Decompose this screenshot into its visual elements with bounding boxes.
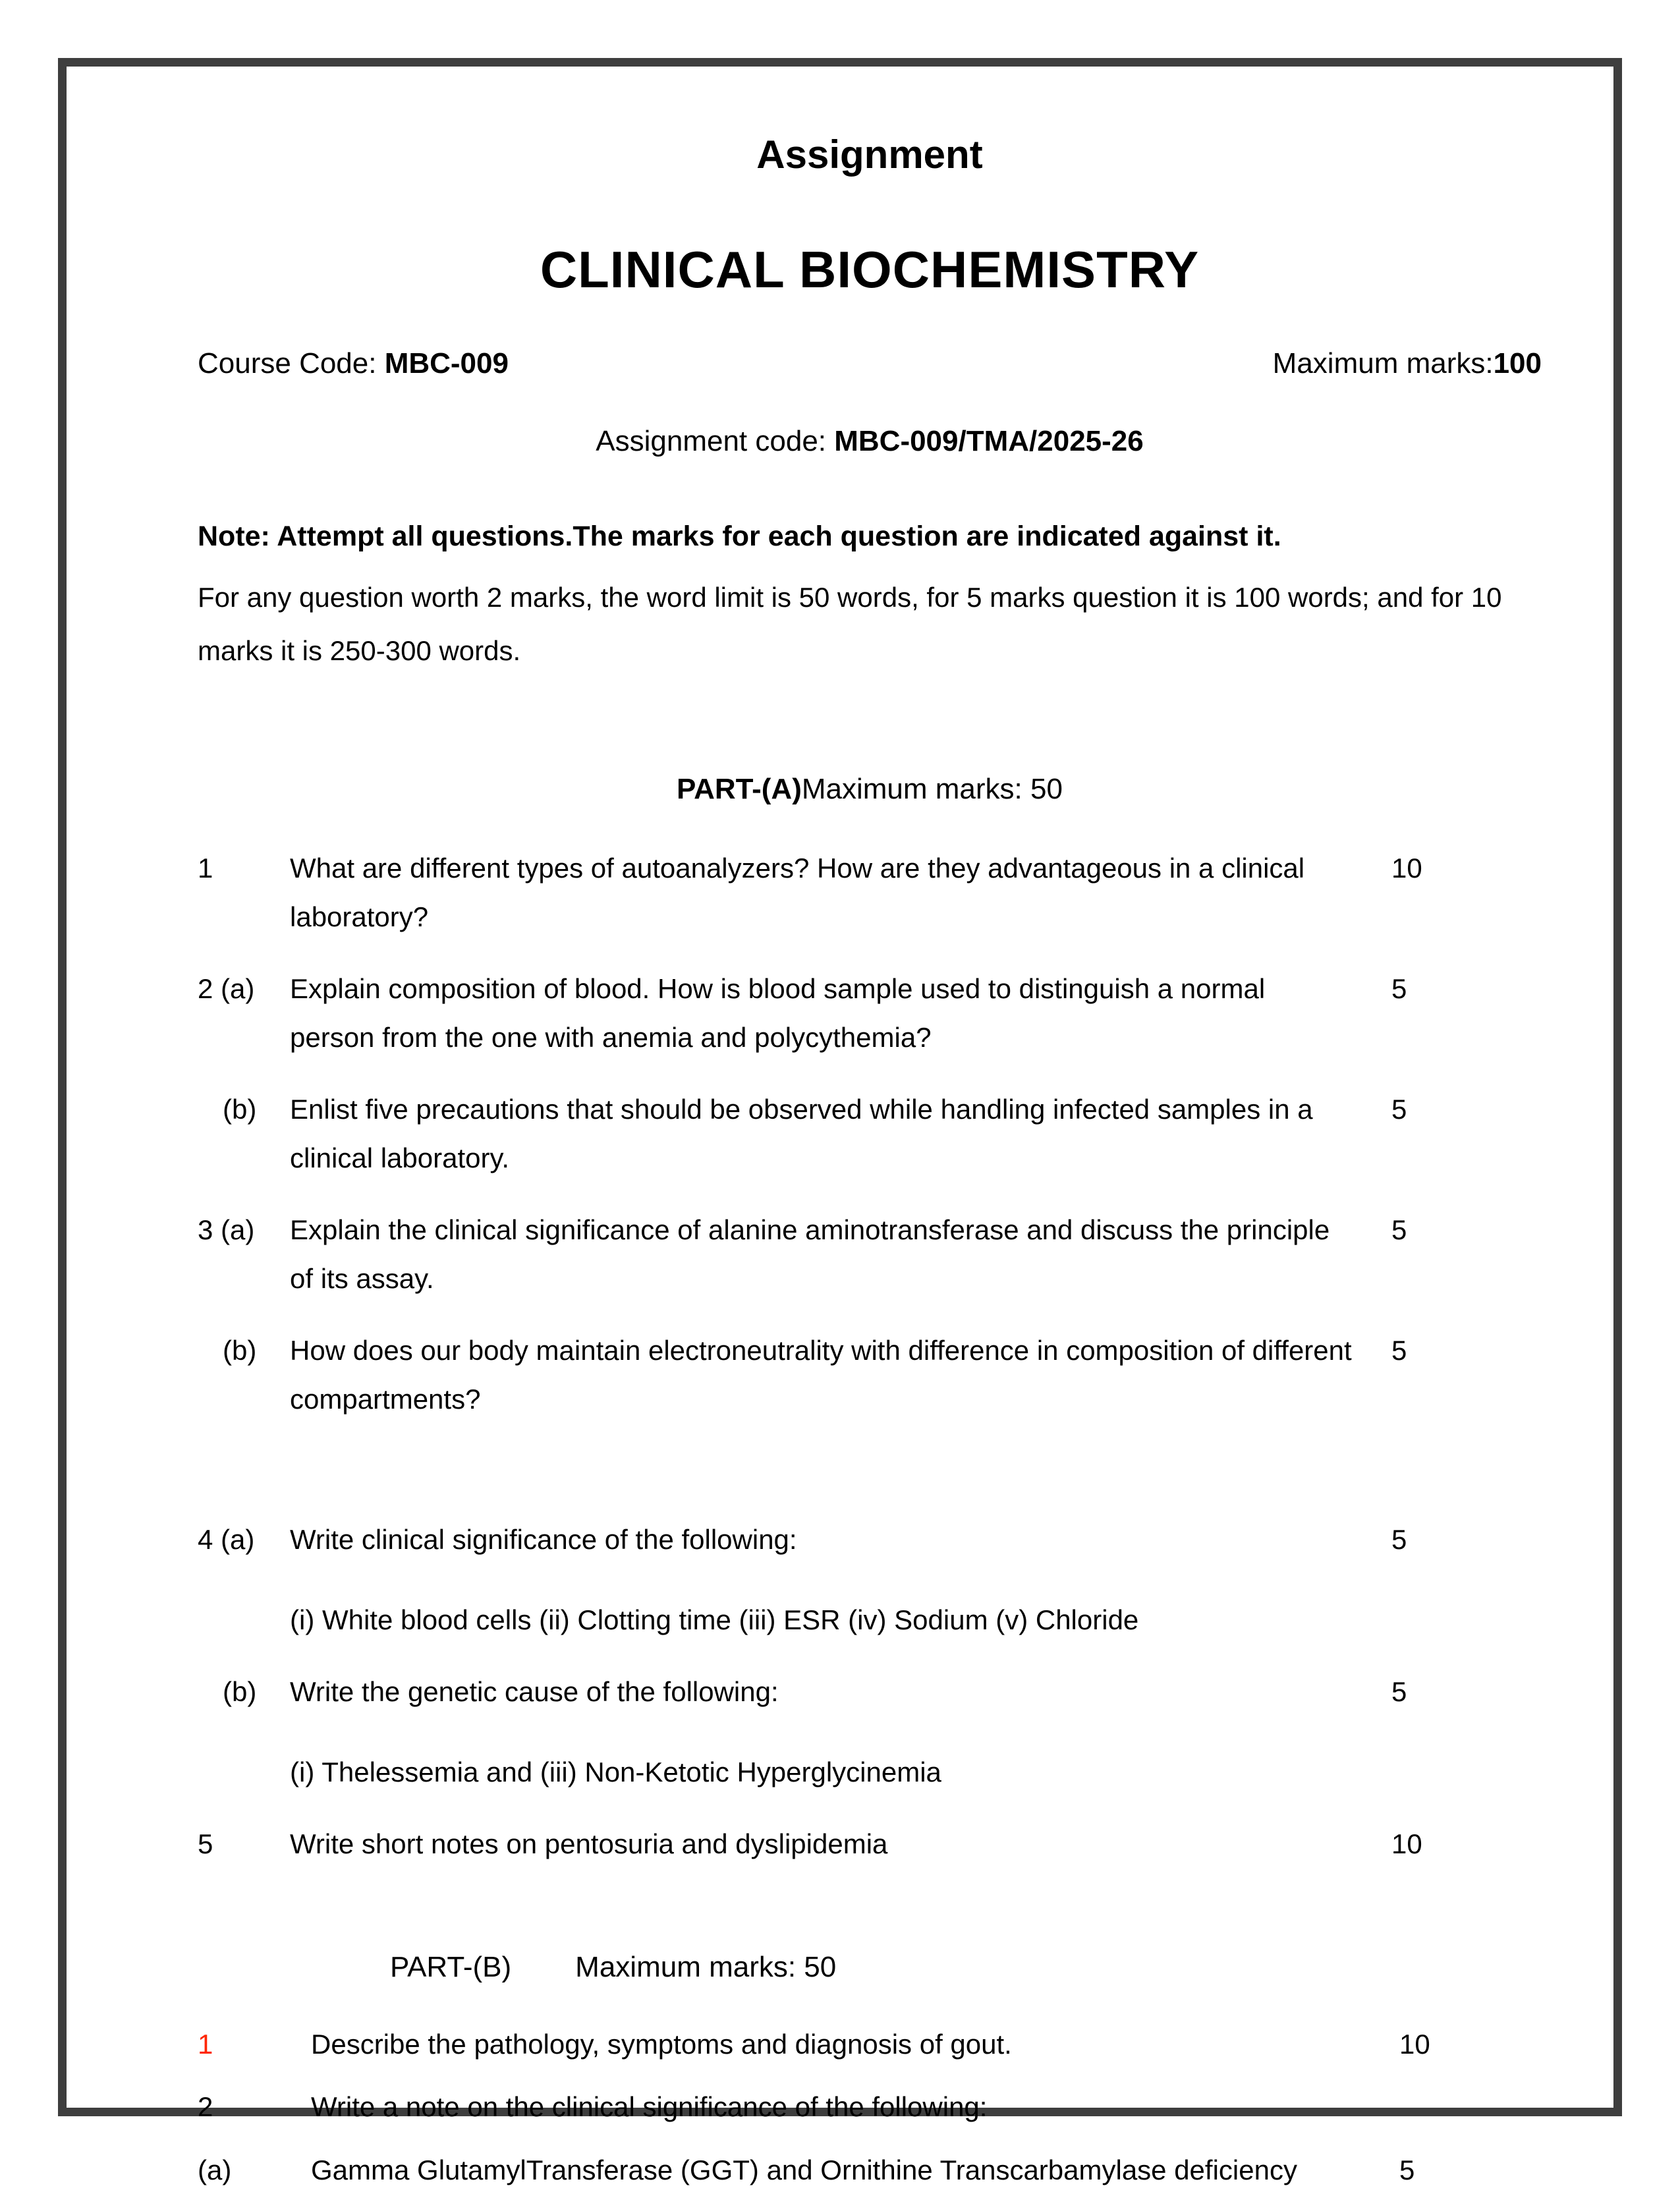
part-b-question-list — [198, 2020, 1542, 2194]
question-row — [198, 1820, 1542, 1869]
question-row — [198, 1668, 1542, 1796]
max-marks-line — [1273, 347, 1542, 380]
part-a-heading-bold: PART-(A) — [677, 773, 802, 806]
question-row — [198, 844, 1542, 941]
question-text: Describe the pathology, symptoms and diagnosis of gout. — [311, 2028, 1012, 2060]
question-text: Explain the clinical significance of alanine aminotransferase and discuss the principle of its assay. — [290, 1214, 1330, 1294]
question-text-line: Write the genetic cause of the following: — [290, 1676, 779, 1708]
question-row — [198, 2146, 1542, 2194]
question-marks: 5 — [1391, 1214, 1407, 1246]
question-number: 1 — [198, 853, 213, 884]
question-marks: 5 — [1391, 1676, 1407, 1708]
question-marks: 5 — [1391, 1524, 1407, 1556]
note-body-text: For any question worth 2 marks, the word limit is 50 words, for 5 marks question it is 100 words; and for 10 marks it is 250-300 words. — [198, 582, 1502, 666]
part-a-question-list — [198, 844, 1542, 1869]
question-number: (b) — [223, 1094, 257, 1125]
question-number: 4 (a) — [198, 1524, 255, 1556]
question-row — [198, 1326, 1542, 1423]
question-marks: 5 — [1391, 1094, 1407, 1125]
question-row — [198, 1206, 1542, 1303]
course-code-line — [198, 347, 509, 380]
part-b-heading-rest: Maximum marks: 50 — [575, 1950, 837, 1983]
question-marks: 5 — [1399, 2154, 1415, 2185]
part-b-heading-bold: PART-(B) — [390, 1950, 512, 1983]
question-text — [290, 1515, 1357, 1644]
question-number: 2 — [198, 2091, 213, 2123]
question-number: (b) — [223, 1335, 257, 1366]
meta-row — [198, 347, 1542, 380]
page-title: Assignment — [756, 132, 983, 177]
course-code-value: MBC-009 — [384, 347, 509, 380]
question-row — [198, 2083, 1542, 2131]
course-code-label: Course Code: — [198, 347, 385, 380]
question-subitems: (i) Thelessemia and (iii) Non-Ketotic Hyperglycinemia — [290, 1756, 941, 1787]
question-marks: 5 — [1391, 1335, 1407, 1366]
question-text: Enlist five precautions that should be observed while handling infected samples in a clinical laboratory. — [290, 1094, 1313, 1173]
question-row — [198, 1085, 1542, 1182]
question-text: What are different types of autoanalyzers? How are they advantageous in a clinical laboratory? — [290, 853, 1305, 932]
question-number: (a) — [198, 2154, 232, 2185]
max-marks-label: Maximum marks: — [1272, 347, 1494, 380]
part-b-heading — [198, 1951, 1542, 1984]
question-text: Gamma GlutamylTransferase (GGT) and Ornithine Transcarbamylase deficiency — [311, 2154, 1297, 2185]
question-subitems: (i) White blood cells (ii) Clotting time (iii) ESR (iv) Sodium (v) Chloride — [290, 1604, 1139, 1635]
question-text: Explain composition of blood. How is blood sample used to distinguish a normal person from the one with anemia and polycythemia? — [290, 973, 1266, 1053]
assignment-code-line — [198, 425, 1542, 458]
question-number: 3 (a) — [198, 1214, 255, 1246]
question-text-line: Write clinical significance of the following: — [290, 1524, 797, 1556]
question-number: 5 — [198, 1828, 213, 1860]
course-title: CLINICAL BIOCHEMISTRY — [540, 240, 1200, 298]
assignment-code-label: Assignment code: — [596, 425, 835, 457]
question-text: Write short notes on pentosuria and dyslipidemia — [290, 1828, 888, 1860]
part-a-heading-rest: Maximum marks: 50 — [801, 773, 1063, 806]
max-marks-value: 100 — [1493, 347, 1542, 380]
note-bold-line: Note: Attempt all questions.The marks for each question are indicated against it. — [198, 520, 1281, 552]
question-marks: 5 — [1391, 973, 1407, 1005]
question-number: 2 (a) — [198, 973, 255, 1005]
question-text: How does our body maintain electroneutrality with difference in composition of different compartments? — [290, 1335, 1352, 1415]
question-number: 1 — [198, 2028, 213, 2060]
question-row — [198, 2020, 1542, 2069]
question-row — [198, 965, 1542, 1061]
part-a-heading — [198, 773, 1542, 806]
question-number: (b) — [223, 1676, 257, 1708]
question-marks: 10 — [1391, 1828, 1422, 1860]
question-text: Write a note on the clinical significance of the following: — [311, 2091, 988, 2123]
document-page — [198, 132, 1542, 2185]
question-row — [198, 1515, 1542, 1644]
question-marks: 10 — [1391, 853, 1422, 884]
question-marks: 10 — [1399, 2028, 1430, 2060]
question-text — [290, 1668, 1357, 1796]
assignment-code-value: MBC-009/TMA/2025-26 — [834, 425, 1144, 457]
